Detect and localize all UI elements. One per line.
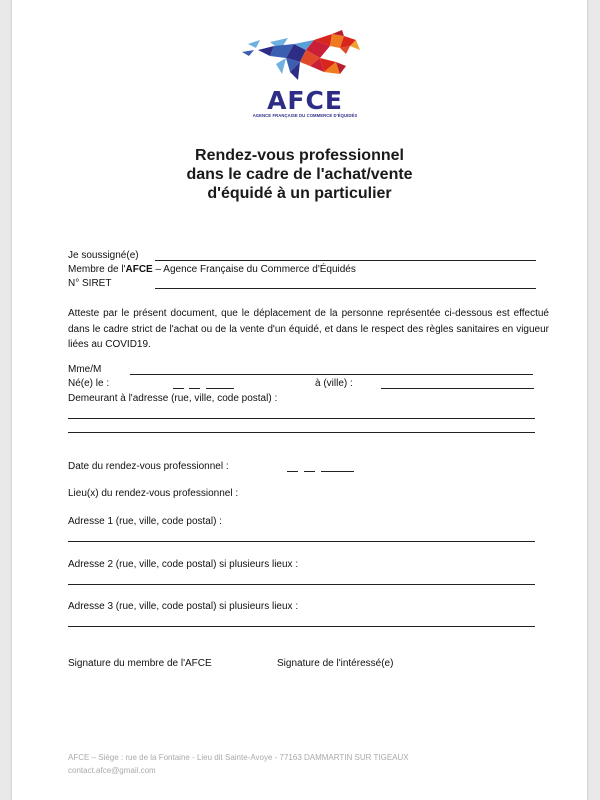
footer-address: AFCE – Siège : rue de la Fontaine - Lieu dit Sainte-Avoye - 77163 DAMMARTIN SUR TIGEAUX <box>68 753 409 762</box>
siret-label: N° SIRET <box>68 278 112 289</box>
rdv-address2-field[interactable] <box>68 584 535 585</box>
membre-org: AFCE <box>125 264 153 275</box>
footer <box>68 751 409 777</box>
rdv-address3-field[interactable] <box>68 626 535 627</box>
je-soussigne-field[interactable] <box>155 260 536 261</box>
address-field-2[interactable] <box>68 432 535 433</box>
rdv-address1-field[interactable] <box>68 541 535 542</box>
city-label: à (ville) : <box>315 378 353 389</box>
logo-tagline: AGENCE FRANÇAISE DU COMMERCE D'ÉQUIDÉS <box>252 113 358 118</box>
title-line-3: d'équidé à un particulier <box>207 185 392 202</box>
logo-brand: AFCE <box>267 86 343 115</box>
afce-logo <box>240 28 370 120</box>
footer-email: contact.afce@gmail.com <box>68 766 156 775</box>
siret-field[interactable] <box>155 288 536 289</box>
rdv-address2-label: Adresse 2 (rue, ville, code postal) si plusieurs lieux : <box>68 559 299 570</box>
title-line-2: dans le cadre de l'achat/vente <box>186 166 413 183</box>
rdv-places-label: Lieu(x) du rendez-vous professionnel : <box>68 488 239 499</box>
horse-icon <box>240 28 370 86</box>
document-title <box>12 146 587 203</box>
party-signature-label: Signature de l'intéressé(e) <box>277 658 394 669</box>
address-field-1[interactable] <box>68 418 535 419</box>
title-line-1: Rendez-vous professionnel <box>195 147 404 164</box>
city-field[interactable] <box>381 388 534 389</box>
rdv-month-field[interactable] <box>304 471 315 472</box>
member-signature-label: Signature du membre de l'AFCE <box>68 658 212 669</box>
membre-prefix: Membre de l' <box>68 264 126 275</box>
rdv-day-field[interactable] <box>287 471 298 472</box>
je-soussigne-label: Je soussigné(e) <box>68 250 139 261</box>
address-label: Demeurant à l'adresse (rue, ville, code postal) : <box>68 393 278 404</box>
rdv-year-field[interactable] <box>321 471 354 472</box>
rdv-address3-label: Adresse 3 (rue, ville, code postal) si plusieurs lieux : <box>68 601 299 612</box>
birth-label: Né(e) le : <box>68 378 110 389</box>
attestation-text: Atteste par le présent document, que le déplacement de la personne représentée ci-dessous est effectué dans le cadre strict de l'achat ou de la vente d'un équidé, et dans le respect des règles sanitaires en vigueur liées au COVID19. <box>68 308 549 350</box>
name-label: Mme/M <box>68 364 102 375</box>
birth-year-field[interactable] <box>206 388 234 389</box>
rdv-address1-label: Adresse 1 (rue, ville, code postal) : <box>68 516 222 527</box>
membre-line <box>68 264 356 276</box>
birth-month-field[interactable] <box>189 388 200 389</box>
name-field[interactable] <box>130 374 533 375</box>
birth-day-field[interactable] <box>173 388 184 389</box>
document-page <box>12 0 587 800</box>
rdv-date-label: Date du rendez-vous professionnel : <box>68 461 229 472</box>
membre-suffix: – Agence Française du Commerce d'Équidés <box>152 264 356 275</box>
